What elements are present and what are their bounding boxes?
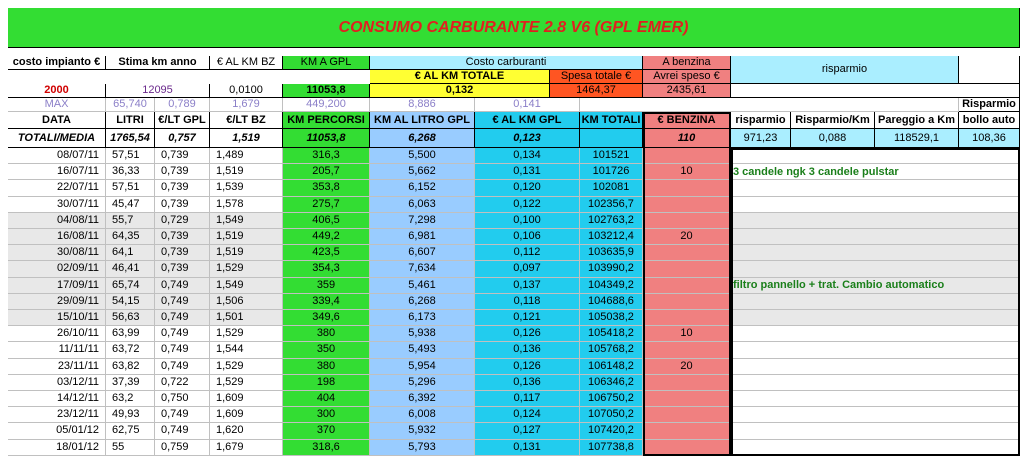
empty-cell [731,261,1020,277]
row-cell[interactable]: 275,7 [283,197,370,213]
row-cell[interactable]: 0,749 [155,342,210,358]
row-cell[interactable]: 103990,2 [580,261,643,277]
row-date[interactable]: 08/07/11 [8,148,106,164]
row-cell[interactable]: 0,131 [475,164,580,180]
row-cell[interactable]: 1,578 [210,197,283,213]
row-cell[interactable]: 5,493 [370,342,475,358]
row-cell[interactable]: 0,749 [155,359,210,375]
row-date[interactable]: 16/08/11 [8,229,106,245]
note-text: filtro pannello + trat. Cambio automatico [733,279,945,292]
col-header[interactable]: KM TOTALI [580,112,643,129]
row-cell[interactable]: 0,137 [475,278,580,294]
hdr-stima-km: Stima km anno [106,56,210,70]
row-cell[interactable]: 6,392 [370,391,475,407]
row-date[interactable]: 03/12/11 [8,375,106,391]
row-cell[interactable]: 5,296 [370,375,475,391]
spreadsheet [8,8,1020,453]
totals-label: TOTALI/MEDIA [8,129,106,148]
row-cell[interactable]: 63,72 [106,342,155,358]
row-cell[interactable] [643,213,731,229]
row-cell[interactable]: 63,99 [106,326,155,342]
row-cell[interactable]: 0,739 [155,180,210,196]
row-cell[interactable]: 1,529 [210,326,283,342]
row-cell[interactable]: 423,5 [283,245,370,261]
row-cell[interactable]: 49,93 [106,407,155,423]
col-header[interactable]: DATA [8,112,106,129]
hdr-risparmio-bollo-1: Risparmio [959,97,1020,112]
row-cell[interactable]: 380 [283,359,370,375]
row-cell[interactable]: 101726 [580,164,643,180]
savings-value: 118529,1 [875,129,959,148]
row-date[interactable]: 29/09/11 [8,294,106,310]
sub-avrei-speso: Avrei speso € [643,70,731,84]
row-cell[interactable]: 0,136 [475,342,580,358]
val-empty [731,84,1020,98]
savings-header: Pareggio a Km [875,112,959,129]
row-cell[interactable]: 0,127 [475,423,580,439]
max-value: 0,789 [155,98,210,112]
row-date[interactable]: 22/07/11 [8,180,106,196]
totals-value: 11053,8 [283,129,370,148]
row-cell[interactable]: 359 [283,278,370,294]
sub-empty [8,70,370,84]
empty-cell [731,294,1020,310]
row-cell[interactable]: 7,634 [370,261,475,277]
row-cell[interactable]: 0,136 [475,375,580,391]
sheet-title: CONSUMO CARBURANTE 2.8 V6 (GPL EMER) [8,8,1020,48]
row-cell[interactable]: 406,5 [283,213,370,229]
row-cell[interactable]: 0,759 [155,440,210,456]
row-cell[interactable]: 205,7 [283,164,370,180]
row-cell[interactable]: 5,662 [370,164,475,180]
row-cell[interactable]: 62,75 [106,423,155,439]
row-cell[interactable]: 106148,2 [580,359,643,375]
row-cell[interactable]: 1,519 [210,164,283,180]
row-cell[interactable] [643,197,731,213]
val-km-gpl: 11053,8 [283,84,370,98]
val-euro-km-bz[interactable]: 0,0100 [210,84,283,98]
row-cell[interactable] [643,342,731,358]
row-cell[interactable]: 1,549 [210,213,283,229]
row-cell[interactable]: 10 [643,326,731,342]
row-date[interactable]: 04/08/11 [8,213,106,229]
row-cell[interactable]: 36,33 [106,164,155,180]
savings-value: 0,088 [791,129,875,148]
row-cell[interactable]: 339,4 [283,294,370,310]
empty-cell [731,180,1020,196]
row-cell[interactable]: 449,2 [283,229,370,245]
row-cell[interactable]: 0,750 [155,391,210,407]
row-cell[interactable] [643,148,731,164]
row-cell[interactable]: 0,739 [155,197,210,213]
empty-cell [731,245,1020,261]
row-cell[interactable]: 1,549 [210,278,283,294]
row-cell[interactable]: 6,063 [370,197,475,213]
row-cell[interactable]: 5,500 [370,148,475,164]
row-cell[interactable]: 105768,2 [580,342,643,358]
row-cell[interactable]: 1,489 [210,148,283,164]
max-value: 449,200 [283,98,370,112]
row-date[interactable]: 23/12/11 [8,407,106,423]
val-stima-km[interactable]: 12095 [106,84,210,98]
row-cell[interactable]: 5,932 [370,423,475,439]
row-cell[interactable]: 57,51 [106,180,155,196]
row-cell[interactable]: 64,1 [106,245,155,261]
row-cell[interactable]: 1,679 [210,440,283,456]
row-cell[interactable]: 0,122 [475,197,580,213]
row-cell[interactable]: 55,7 [106,213,155,229]
col-header[interactable]: €/LT GPL [155,112,210,129]
row-cell[interactable]: 0,118 [475,294,580,310]
row-cell[interactable] [643,375,731,391]
row-cell[interactable] [643,245,731,261]
row-cell[interactable]: 0,124 [475,407,580,423]
max-value: 8,886 [370,98,475,112]
row-cell[interactable]: 0,739 [155,148,210,164]
row-cell[interactable]: 5,938 [370,326,475,342]
row-cell[interactable]: 105418,2 [580,326,643,342]
empty-cell [731,440,1020,456]
row-cell[interactable]: 6,173 [370,310,475,326]
row-cell[interactable]: 0,126 [475,326,580,342]
row-cell[interactable] [643,180,731,196]
max-value: 1,679 [210,98,283,112]
empty-cell [731,229,1020,245]
row-cell[interactable]: 1,620 [210,423,283,439]
totals-value: 1765,54 [106,129,155,148]
row-cell[interactable]: 20 [643,229,731,245]
row-cell[interactable]: 198 [283,375,370,391]
row-cell[interactable]: 37,39 [106,375,155,391]
row-cell[interactable]: 0,100 [475,213,580,229]
row-cell[interactable]: 1,529 [210,261,283,277]
row-cell[interactable] [643,294,731,310]
val-spesa-totale: 1464,37 [550,84,643,98]
row-cell[interactable]: 57,51 [106,148,155,164]
empty-cell [731,310,1020,326]
savings-header: risparmio [731,112,791,129]
row-cell[interactable]: 0,117 [475,391,580,407]
row-cell[interactable]: 55 [106,440,155,456]
row-cell[interactable]: 106346,2 [580,375,643,391]
col-header[interactable]: €/LT BZ [210,112,283,129]
empty-cell [731,342,1020,358]
row-cell[interactable]: 0,749 [155,310,210,326]
empty-cell [731,326,1020,342]
row-cell[interactable]: 0,121 [475,310,580,326]
row-cell[interactable]: 1,506 [210,294,283,310]
hdr-risparmio-bollo-2: bollo auto [959,112,1020,129]
val-costo-impianto[interactable]: 2000 [8,84,106,98]
row-cell[interactable] [643,261,731,277]
max-value: 65,740 [106,98,155,112]
row-date[interactable]: 15/10/11 [8,310,106,326]
row-cell[interactable]: 46,41 [106,261,155,277]
row-cell[interactable]: 105038,2 [580,310,643,326]
row-cell[interactable]: 1,609 [210,391,283,407]
row-cell[interactable]: 0,749 [155,278,210,294]
empty-cell [731,407,1020,423]
empty-cell [731,197,1020,213]
row-cell[interactable]: 6,268 [370,294,475,310]
row-cell[interactable]: 0,722 [155,375,210,391]
row-cell[interactable]: 45,47 [106,197,155,213]
row-date[interactable]: 23/11/11 [8,359,106,375]
col-header[interactable]: € AL KM GPL [475,112,580,129]
row-cell[interactable]: 300 [283,407,370,423]
row-cell[interactable]: 63,82 [106,359,155,375]
row-cell[interactable]: 318,6 [283,440,370,456]
max-empty [580,98,959,112]
row-date[interactable]: 14/12/11 [8,391,106,407]
row-cell[interactable]: 6,607 [370,245,475,261]
hdr-a-benzina: A benzina [643,56,731,70]
row-cell[interactable]: 0,739 [155,164,210,180]
hdr-costo-carburanti: Costo carburanti [370,56,643,70]
empty-cell [731,423,1020,439]
row-cell[interactable]: 350 [283,342,370,358]
row-cell[interactable]: 0,097 [475,261,580,277]
row-cell[interactable]: 107420,2 [580,423,643,439]
row-cell[interactable]: 63,2 [106,391,155,407]
row-cell[interactable]: 316,3 [283,148,370,164]
max-value: 0,141 [475,98,580,112]
col-header[interactable]: LITRI [106,112,155,129]
savings-header: Risparmio/Km [791,112,875,129]
row-cell[interactable] [643,423,731,439]
row-cell[interactable]: 102763,2 [580,213,643,229]
row-cell[interactable]: 0,126 [475,359,580,375]
row-cell[interactable]: 54,15 [106,294,155,310]
empty-cell [731,391,1020,407]
row-date[interactable]: 30/08/11 [8,245,106,261]
val-avrei-speso: 2435,61 [643,84,731,98]
row-cell[interactable] [643,440,731,456]
sub-euro-km-totale: € AL KM TOTALE [370,70,550,84]
row-cell[interactable]: 103212,4 [580,229,643,245]
row-cell[interactable]: 1,609 [210,407,283,423]
row-cell[interactable]: 0,739 [155,229,210,245]
row-cell[interactable]: 5,954 [370,359,475,375]
row-cell[interactable]: 5,461 [370,278,475,294]
col-header[interactable]: KM PERCORSI [283,112,370,129]
hdr-euro-km-bz: € AL KM BZ [210,56,283,70]
row-cell[interactable]: 0,729 [155,213,210,229]
empty-cell [731,375,1020,391]
row-cell[interactable]: 354,3 [283,261,370,277]
row-cell[interactable]: 104349,2 [580,278,643,294]
row-cell[interactable]: 0,120 [475,180,580,196]
row-cell[interactable]: 0,739 [155,245,210,261]
col-header[interactable]: KM AL LITRO GPL [370,112,475,129]
row-cell[interactable]: 56,63 [106,310,155,326]
row-date[interactable]: 02/09/11 [8,261,106,277]
row-date[interactable]: 16/07/11 [8,164,106,180]
row-cell[interactable]: 0,749 [155,326,210,342]
empty-cell [731,213,1020,229]
row-cell[interactable]: 6,008 [370,407,475,423]
totals-value: 0,123 [475,129,580,148]
row-cell[interactable]: 104688,6 [580,294,643,310]
row-cell[interactable]: 5,793 [370,440,475,456]
row-cell[interactable]: 106750,2 [580,391,643,407]
row-cell[interactable]: 6,152 [370,180,475,196]
row-cell[interactable]: 103635,9 [580,245,643,261]
row-cell[interactable]: 1,544 [210,342,283,358]
row-cell[interactable] [643,407,731,423]
row-cell[interactable]: 20 [643,359,731,375]
totals-value: 0,757 [155,129,210,148]
row-date[interactable]: 30/07/11 [8,197,106,213]
row-cell[interactable]: 10 [643,164,731,180]
row-cell[interactable] [643,278,731,294]
val-euro-km-totale: 0,132 [370,84,550,98]
row-cell[interactable]: 0,106 [475,229,580,245]
row-date[interactable]: 11/11/11 [8,342,106,358]
note-text: 3 candele ngk 3 candele pulstar [733,165,899,178]
row-cell[interactable]: 107738,8 [580,440,643,456]
row-date[interactable]: 18/01/12 [8,440,106,456]
savings-bollo-value: 108,36 [959,129,1020,148]
totals-value: 1,519 [210,129,283,148]
row-cell[interactable] [643,310,731,326]
row-cell[interactable] [643,391,731,407]
sub-spesa-totale: Spesa totale € [550,70,643,84]
empty-cell [731,359,1020,375]
col-header[interactable]: € BENZINA [643,112,731,129]
row-cell[interactable]: 353,8 [283,180,370,196]
row-date[interactable]: 05/01/12 [8,423,106,439]
totals-value: 6,268 [370,129,475,148]
row-cell[interactable]: 1,539 [210,180,283,196]
row-cell[interactable]: 0,134 [475,148,580,164]
savings-value: 971,23 [731,129,791,148]
row-cell[interactable]: 0,749 [155,294,210,310]
empty-cell [731,148,1020,164]
row-cell[interactable]: 0,749 [155,407,210,423]
row-cell[interactable]: 107050,2 [580,407,643,423]
row-cell[interactable]: 102356,7 [580,197,643,213]
max-label: MAX [8,98,106,112]
hdr-km-gpl: KM A GPL [283,56,370,70]
totals-value: 110 [643,129,731,148]
row-cell[interactable]: 1,529 [210,359,283,375]
row-cell[interactable]: 0,749 [155,423,210,439]
hdr-costo-impianto: costo impianto € [8,56,106,70]
row-date[interactable]: 26/10/11 [8,326,106,342]
totals-km-tot [580,129,643,148]
row-cell[interactable]: 370 [283,423,370,439]
row-cell[interactable]: 7,298 [370,213,475,229]
row-cell[interactable]: 0,112 [475,245,580,261]
row-cell[interactable]: 1,519 [210,245,283,261]
row-cell[interactable]: 0,739 [155,261,210,277]
row-cell[interactable]: 1,529 [210,375,283,391]
row-cell[interactable]: 1,501 [210,310,283,326]
row-cell[interactable]: 101521 [580,148,643,164]
row-cell[interactable]: 6,981 [370,229,475,245]
row-date[interactable]: 17/09/11 [8,278,106,294]
hdr-empty [959,56,1020,84]
row-cell[interactable]: 0,131 [475,440,580,456]
row-cell[interactable]: 65,74 [106,278,155,294]
row-cell[interactable]: 1,519 [210,229,283,245]
row-cell[interactable]: 349,6 [283,310,370,326]
row-cell[interactable]: 404 [283,391,370,407]
hdr-risparmio: risparmio [731,56,959,84]
row-cell[interactable]: 380 [283,326,370,342]
row-cell[interactable]: 64,35 [106,229,155,245]
row-cell[interactable]: 102081 [580,180,643,196]
